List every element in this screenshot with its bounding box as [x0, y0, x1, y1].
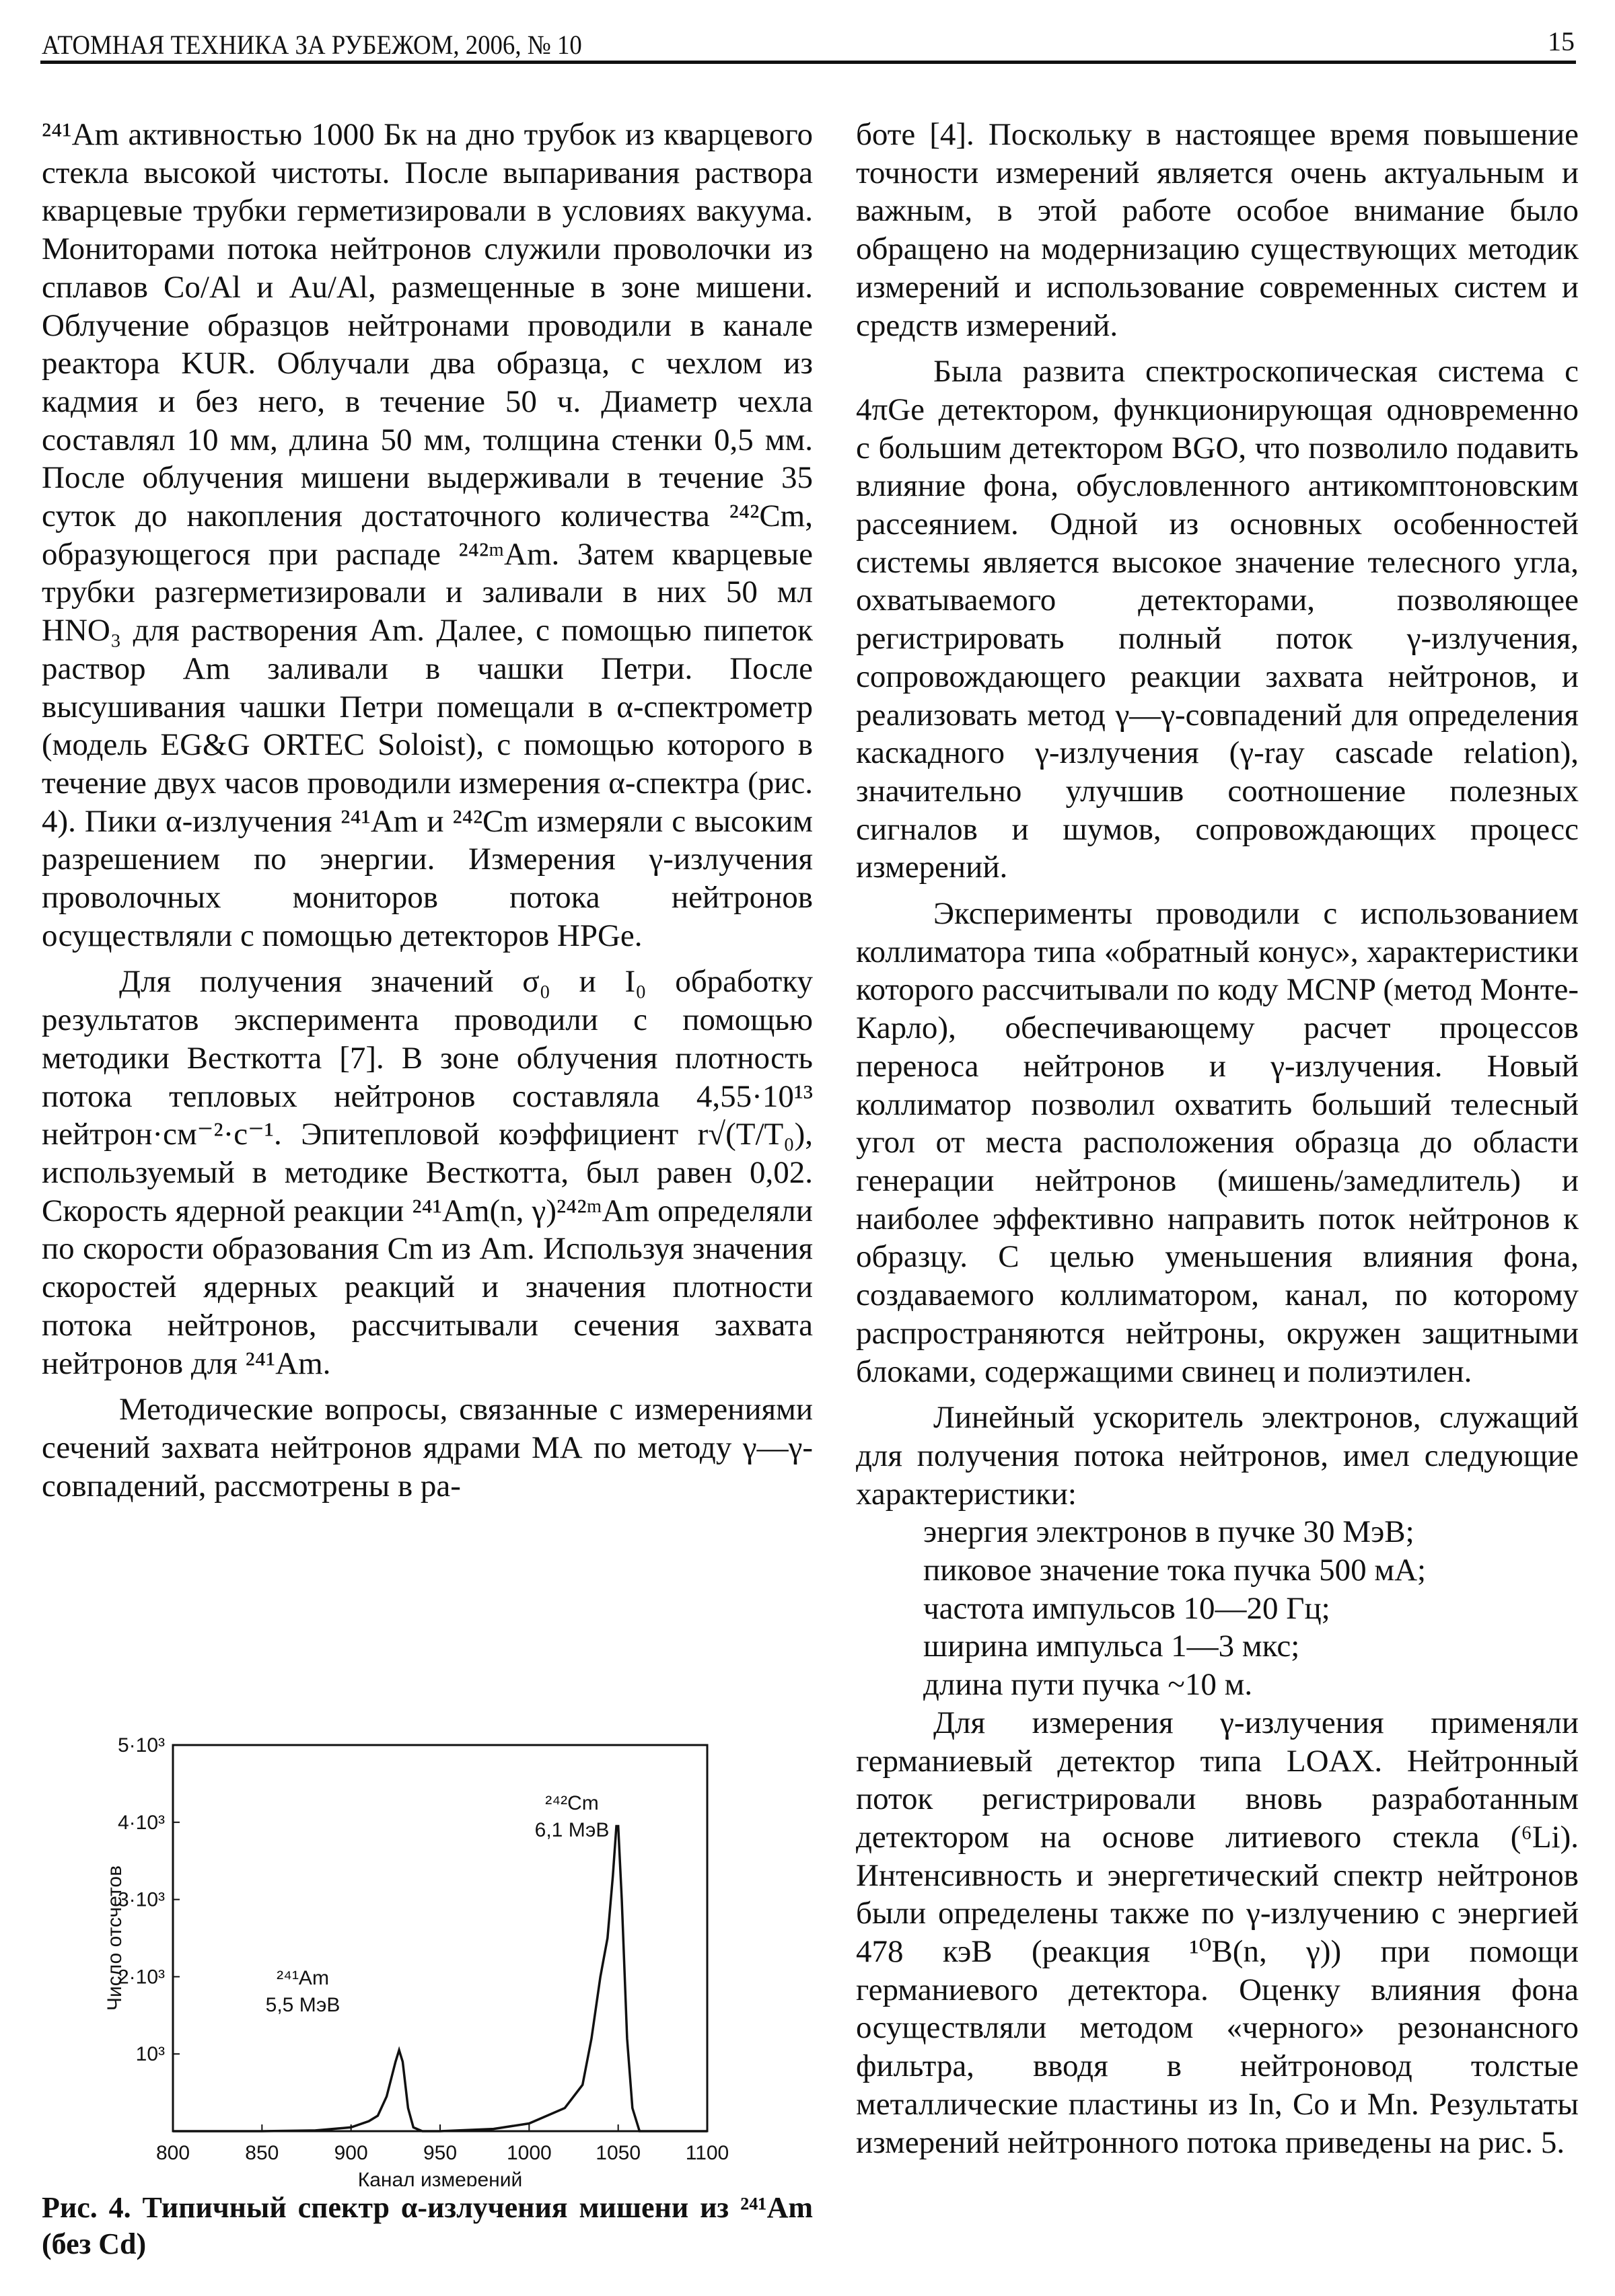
paragraph: Линейный ускоритель электронов, служащий для получения потока нейтронов, имел следующие характеристики: — [856, 1400, 1579, 1512]
left-column — [42, 116, 813, 1505]
svg-text:800: 800 — [155, 2142, 190, 2164]
running-header — [42, 20, 1454, 61]
svg-text:5,5 МэВ: 5,5 МэВ — [265, 1994, 340, 2016]
svg-text:1050: 1050 — [596, 2142, 641, 2164]
svg-text:10³: 10³ — [135, 2043, 165, 2066]
paragraph: ²⁴¹Am активностью 1000 Бк на дно трубок из кварцевого стекла высокой чистоты. После выпаривания раствора кварцевые трубки герметизировали в условиях вакуума. Мониторами потока нейтронов служили проволочки из сплавов Co/Al и Au/Al, размещенные в зоне мишени. Облучение образцов нейтронами проводили в канале реактора KUR. Облучали два образца, с чехлом из кадмия и без него, в течение 50 ч. Диаметр чехла составлял 10 мм, длина 50 мм, толщина стенки 0,5 мм. После облучения мишени выдерживали в течение 35 суток до накопления достаточного количества ²⁴²Cm, образующегося при распаде ²⁴²ᵐAm. Затем кварцевые трубки разгерметизировали и заливали в них 50 мл HNO₃ для растворения Am. Далее, с помощью пипеток раствор Am заливали в чашки Петри. После высушивания чашки Петри помещали в α-спектрометр (модель EG&G ORTEC Soloist), с помощью которого в течение двух часов проводили измерения α-спектра (рис. 4). Пики α-излучения ²⁴¹Am и ²⁴²Cm измеряли с высоким разрешением по энергии. Измерения γ-излучения проволочных мониторов потока нейтронов осуществляли с помощью детекторов HPGe. — [42, 117, 813, 953]
spec-item: пиковое значение тока пучка 500 мА; — [923, 1553, 1427, 1588]
paragraph: Эксперименты проводили с использованием коллиматора типа «обратный конус», характеристики которого рассчитывали по коду MCNP (метод Монте-Карло), обеспечивающему расчет процессов переноса нейтронов и γ-излучения. Новый коллиматор позволил охватить больший телесный угол от места расположения образца до области генерации нейтронов (мишень/замедлитель) и наиболее эффективно направить поток нейтронов к образцу. С целью уменьшения влияния фона, создаваемого коллиматором, канал, по которому распространяются нейтроны, окружен защитными блоками, содержащими свинец и полиэтилен. — [856, 896, 1579, 1389]
svg-text:850: 850 — [245, 2142, 279, 2164]
svg-text:3·10³: 3·10³ — [117, 1888, 165, 1911]
svg-text:²⁴²Cm: ²⁴²Cm — [545, 1792, 599, 1814]
svg-text:6,1 МэВ: 6,1 МэВ — [534, 1819, 610, 1841]
figure-4-chart — [101, 1729, 774, 2186]
svg-text:Канал измерений: Канал измерений — [357, 2169, 523, 2186]
svg-text:1100: 1100 — [685, 2142, 729, 2164]
svg-text:950: 950 — [423, 2142, 458, 2164]
svg-text:5·10³: 5·10³ — [117, 1734, 165, 1756]
journal-title: АТОМНАЯ ТЕХНИКА ЗА РУБЕЖОМ, 2006, № 10 — [42, 30, 582, 60]
page-number: 15 — [1548, 26, 1575, 57]
paragraph: боте [4]. Поскольку в настоящее время повышение точности измерений является очень актуальным и важным, в этой работе особое внимание было обращено на модернизацию существующих методик измерений и использование современных систем и средств измерений. — [856, 117, 1579, 343]
header-rule — [40, 61, 1576, 64]
spec-item: энергия электронов в пучке 30 МэВ; — [923, 1514, 1414, 1550]
paragraph: Методические вопросы, связанные с измерениями сечений захвата нейтронов ядрами МА по методу γ—γ-совпадений, рассмотрены в ра- — [42, 1392, 813, 1504]
svg-text:4·10³: 4·10³ — [117, 1811, 165, 1834]
right-column — [856, 116, 1579, 2161]
spec-item: ширина импульса 1—3 мкс; — [923, 1629, 1300, 1664]
svg-text:2·10³: 2·10³ — [117, 1966, 165, 1989]
alpha-spectrum-plot — [101, 1729, 774, 2186]
paragraph: Для измерения γ-излучения применяли германиевый детектор типа LOAX. Нейтронный поток регистрировали вновь разработанным детектором на основе литиевого стекла (⁶Li). Интенсивность и энергетический спектр нейтронов были определены также по γ-излучению с энергией 478 кэВ (реакция ¹⁰B(n, γ)) при помощи германиевого детектора. Оценку влияния фона осуществляли методом «черного» резонансного фильтра, вводя в нейтроновод толстые металлические пластины из In, Co и Mn. Результаты измерений нейтронного потока приведены на рис. 5. — [856, 1705, 1579, 2160]
paragraph: Для получения значений σ₀ и I₀ обработку результатов эксперимента проводили с помощью методики Весткотта [7]. В зоне облучения плотность потока тепловых нейтронов составляла 4,55·10¹³ нейтрон·см⁻²·с⁻¹. Эпитепловой коэффициент r√(T/T₀), используемый в методике Весткотта, был равен 0,02. Скорость ядерной реакции ²⁴¹Am(n, γ)²⁴²ᵐAm определяли по скорости образования Cm из Am. Используя значения скоростей ядерных реакций и значения плотности потока нейтронов, рассчитывали сечения захвата нейтронов для ²⁴¹Am. — [42, 964, 813, 1381]
spec-item: длина пути пучка ~10 м. — [923, 1667, 1253, 1703]
svg-text:1000: 1000 — [506, 2142, 552, 2164]
svg-text:900: 900 — [334, 2142, 368, 2164]
figure-caption: Рис. 4. Типичный спектр α-излучения мишени из ²⁴¹Am (без Cd) — [42, 2191, 813, 2260]
svg-text:Число отсчетов: Число отсчетов — [104, 1865, 126, 2011]
svg-text:²⁴¹Am: ²⁴¹Am — [277, 1967, 329, 1989]
accelerator-specs-list — [856, 1513, 1579, 1704]
paragraph: Была развита спектроскопическая система с 4πGe детектором, функционирующая одновременно с большим детектором BGO, что позволило подавить влияние фона, обусловленного антикомптоновским рассеянием. Одной из основных особенностей системы является высокое значение телесного угла, охватываемого детекторами, позволяющее регистрировать полный поток γ-излучения, сопровождающего реакции захвата нейтронов, и реализовать метод γ—γ-совпадений для определения каскадного γ-излучения (γ-ray cascade relation), значительно улучшив соотношение полезных сигналов и шумов, сопровождающих процесс измерений. — [856, 354, 1579, 885]
spec-item: частота импульсов 10—20 Гц; — [923, 1590, 1330, 1626]
